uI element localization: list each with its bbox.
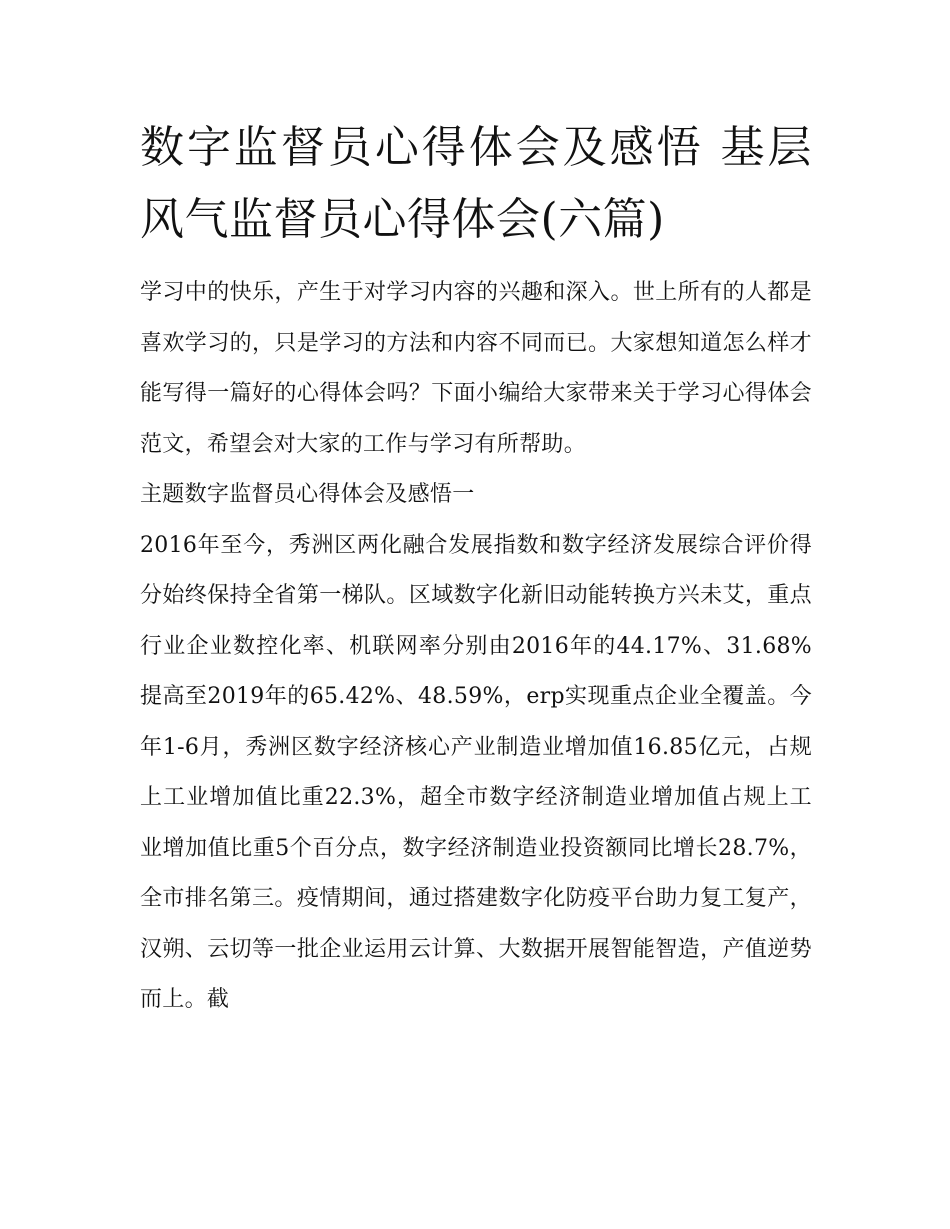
intro-paragraph: 学习中的快乐，产生于对学习内容的兴趣和深入。世上所有的人都是喜欢学习的，只是学习的方法和内容不同而已。大家想知道怎么样才能写得一篇好的心得体会吗？下面小编给大家带来关于学习心得体会范文，希望会对大家的工作与学习有所帮助。	[140, 280, 812, 457]
document-content	[140, 112, 812, 1026]
document-title: 数字监督员心得体会及感悟 基层风气监督员心得体会(六篇)	[140, 122, 812, 245]
section-heading: 主题数字监督员心得体会及感悟一	[140, 482, 475, 507]
body-paragraph: 2016年至今，秀洲区两化融合发展指数和数字经济发展综合评价得分始终保持全省第一梯队。区域数字化新旧动能转换方兴未艾，重点行业企业数控化率、机联网率分别由2016年的44.17%、31.68%提高至2019年的65.42%、48.59%，erp实现重点企业全覆盖。今年1-6月，秀洲区数字经济核心产业制造业增加值16.85亿元，占规上工业增加值比重22.3%，超全市数字经济制造业增加值占规上工业增加值比重5个百分点，数字经济制造业投资额同比增长28.7%，全市排名第三。疫情期间，通过搭建数字化防疫平台助力复工复产，汉朔、云切等一批企业运用云计算、大数据开展智能智造，产值逆势而上。截	[140, 532, 812, 1012]
